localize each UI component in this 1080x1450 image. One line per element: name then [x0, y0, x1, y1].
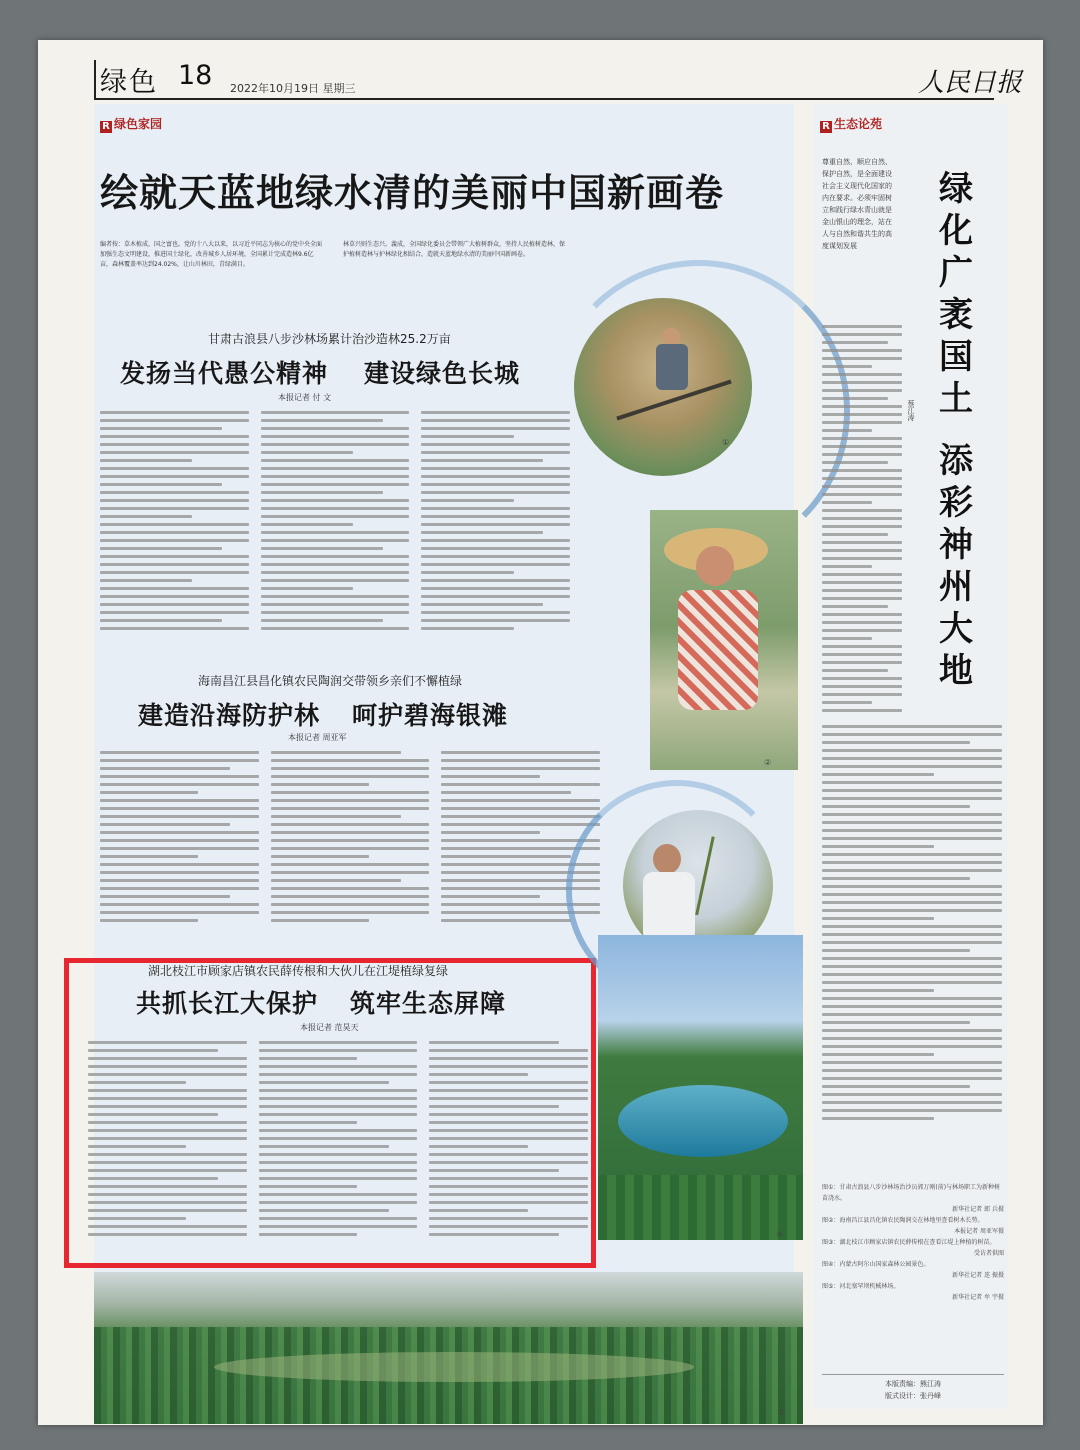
story1-column — [100, 406, 249, 651]
photo-number-1: ① — [722, 438, 730, 447]
photo-desert-worker — [574, 298, 752, 476]
editor-credit: 本版责编：熊江涛 — [885, 1380, 941, 1388]
editors-note-lead: 编者按：草木植成，国之富也。党的十八大以来，以习近平同志为核心的党中央全面加强生态文明建设，推进国土绿化，改善城乡人居环境，全国累计完成造林9.6亿亩，森林覆盖率达到24.02%，让山川林田，青绿满目。 — [100, 241, 323, 268]
story2-column — [271, 746, 430, 941]
story2-column — [100, 746, 259, 941]
story1-kicker: 甘肃古浪县八步沙林场累计治沙造林25.2万亩 — [208, 332, 451, 346]
story1-body — [100, 406, 570, 651]
designer-credit: 版式设计：张丹峰 — [885, 1392, 941, 1400]
photo-number-2: ② — [764, 758, 772, 767]
credit-line: 新华社记者 牟 宇摄 — [952, 1294, 1004, 1301]
photo-number-5: ⑤ — [778, 1408, 786, 1417]
section-label-eco-forum: R 生态论苑 — [820, 115, 882, 133]
story1-column — [421, 406, 570, 651]
photo-number-4: ④ — [776, 1230, 784, 1239]
story1-headline: 发扬当代愚公精神 建设绿色长城 — [120, 359, 521, 388]
photo-checked-shirt — [678, 590, 758, 710]
photo-figure-body — [656, 344, 688, 390]
highlight-box — [64, 958, 596, 1268]
photo-forest-lake — [598, 935, 803, 1240]
photo-white-shirt — [643, 872, 695, 942]
credit-line: 图③：湖北枝江市顾家店镇农民薛传根在查看江堤上种植的树苗。 — [822, 1239, 996, 1246]
story2-body — [100, 746, 600, 941]
main-title: 绘就天蓝地绿水清的美丽中国新画卷 — [100, 170, 725, 215]
story3-kicker: 湖北枝江市顾家店镇农民薛传根和大伙儿在江堤植绿复绿 — [148, 964, 449, 978]
credit-line: 图⑤：河北塞罕坝机械林场。 — [822, 1283, 900, 1290]
editors-note — [100, 240, 570, 270]
photo-lake-water — [618, 1085, 788, 1157]
editors-note-continuation: 林草兴则生态兴。義成，全国绿化委员会带领广大植树群众，坚持人民植树造林，保护植树造林与护林绿化相结合，造就天蓝地绿水清的美丽中国新画卷。 — [343, 241, 566, 258]
photo-tree-line — [598, 1175, 803, 1240]
story2-byline: 本报记者 周亚军 — [288, 733, 347, 742]
section-mark-icon: R — [820, 121, 832, 133]
photo-clearing — [214, 1352, 694, 1382]
credit-line: 图②：海南昌江县昌化镇农民陶润交在林地里查看树木长势。 — [822, 1217, 984, 1224]
commentary-body-narrow — [822, 320, 902, 712]
credit-line: 新华社记者 连 振摄 — [952, 1272, 1004, 1279]
credit-line: 新华社记者 郎 兵摄 — [952, 1206, 1004, 1213]
masthead-section: 绿色 — [100, 67, 158, 98]
commentary-title-line2: 添彩神州大地 — [939, 441, 973, 691]
masthead-date: 2022年10月19日 星期三 — [230, 82, 356, 95]
section-label-green-home: R 绿色家园 — [100, 115, 162, 133]
commentary-intro: 尊重自然、顺应自然、保护自然，是全面建设社会主义现代化国家的内在要求。必须牢固树立和践行绿水青山就是金山银山的理念，站在人与自然和谐共生的高度谋划发展 — [822, 158, 892, 250]
commentary-author: 蔡江涛 — [907, 400, 915, 421]
story1-byline: 本报记者 付 文 — [278, 393, 332, 402]
section-mark-icon: R — [100, 121, 112, 133]
photo-sapling — [695, 836, 754, 923]
commentary-title-line1: 绿化广袤国土 — [939, 169, 973, 419]
photo-planter-woman — [650, 510, 798, 770]
credit-line: 图①：甘肃古浪县八步沙林场治沙员郭万刚(前)与林场职工为新种树苗浇水。 — [822, 1184, 1001, 1202]
commentary-body-wide — [822, 720, 1002, 1120]
story2-kicker: 海南昌江县昌化镇农民陶润交带领乡亲们不懈植绿 — [198, 674, 463, 688]
story3-headline: 共抓长江大保护 筑牢生态屏障 — [136, 989, 507, 1018]
credit-line: 本报记者 周亚军摄 — [954, 1228, 1004, 1235]
masthead-logo: 人民日报 — [918, 68, 1023, 98]
story2-headline: 建造沿海防护林 呵护碧海银滩 — [138, 701, 509, 730]
story3-byline: 本报记者 范昊天 — [300, 1023, 359, 1032]
story1-column — [261, 406, 410, 651]
photo-forest-panorama — [94, 1272, 803, 1424]
credit-line: 受访者供图 — [973, 1250, 1004, 1257]
photo-credits — [822, 1182, 1004, 1303]
photo-face — [696, 546, 734, 586]
credit-line: 图④：内蒙古阿尔山国家森林公园景色。 — [822, 1261, 930, 1268]
editors-box — [822, 1374, 1004, 1401]
newspaper-page — [38, 40, 1043, 1425]
masthead-rule — [94, 98, 994, 100]
photo-face — [653, 844, 681, 874]
masthead-page-number: 18 — [178, 60, 213, 91]
